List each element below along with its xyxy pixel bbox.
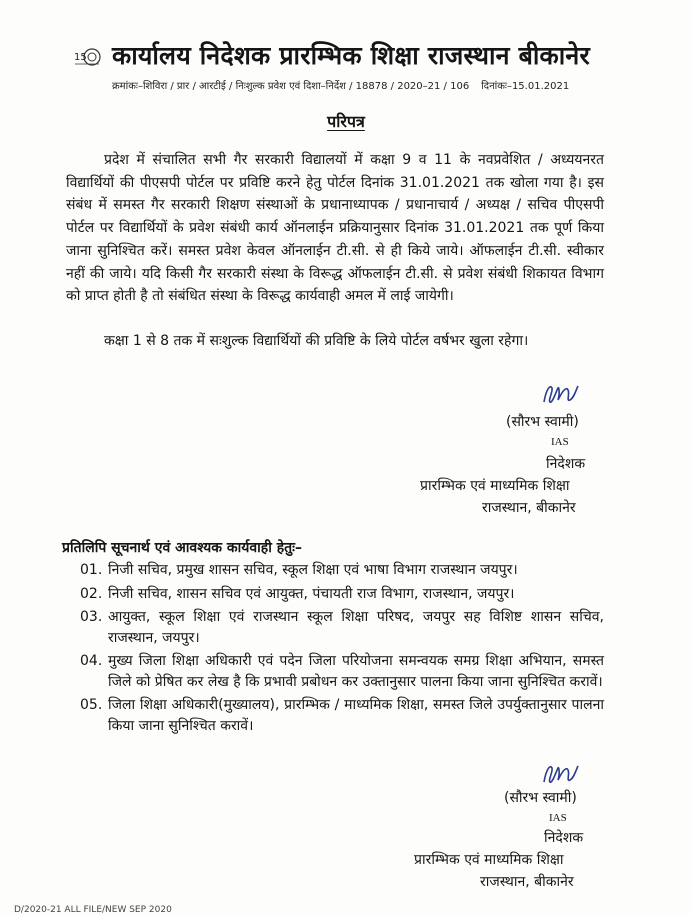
item-text: निजी सचिव, शासन सचिव एवं आयुक्त, पंचायती राज विभाग, राजस्थान, जयपुर। bbox=[108, 585, 515, 602]
svg-text:15: 15 bbox=[74, 52, 87, 63]
signatory-department: प्रारम्भिक एवं माध्यमिक शिक्षा bbox=[420, 478, 570, 494]
body-paragraph-2: कक्षा 1 से 8 तक में सःशुल्क विद्यार्थियों की प्रविष्टि के लिये पोर्टल वर्षभर खुला रहेगा। bbox=[104, 333, 529, 349]
signature-block-2 bbox=[414, 788, 666, 892]
reference-number: क्रमांकः–शिविरा / प्रार / आरटीई / निःशुल्क प्रवेश एवं दिशा–निर्देश / 18878 / 2020–21 / 106 bbox=[112, 81, 470, 92]
signatory-department: प्रारम्भिक एवं माध्यमिक शिक्षा bbox=[414, 852, 564, 868]
signatory-service: IAS bbox=[551, 436, 569, 448]
department-logo-icon bbox=[72, 44, 102, 70]
signatory-name: (सौरभ स्वामी) bbox=[506, 414, 579, 430]
copies-heading: प्रतिलिपि सूचनार्थ एवं आवश्यक कार्यवाही हेतुः– bbox=[62, 540, 302, 556]
file-reference-footer: D/2020-21 ALL FILE/NEW SEP 2020 bbox=[14, 905, 172, 915]
item-text: आयुक्त, स्कूल शिक्षा एवं राजस्थान स्कूल शिक्षा परिषद, जयपुर सह विशिष्ट शासन सचिव, राजस्थान, जयपुर। bbox=[108, 609, 604, 646]
item-number: 01. bbox=[80, 562, 103, 578]
circular-heading: परिपत्र bbox=[327, 112, 365, 131]
item-text: निजी सचिव, प्रमुख शासन सचिव, स्कूल शिक्षा एवं भाषा विभाग राजस्थान जयपुर। bbox=[108, 562, 518, 578]
list-item bbox=[80, 560, 604, 581]
office-title: कार्यालय निदेशक प्रारम्भिक शिक्षा राजस्थान बीकानेर bbox=[112, 41, 590, 70]
issue-date: दिनांकः–15.01.2021 bbox=[481, 81, 570, 92]
list-item bbox=[80, 607, 604, 648]
signatory-location: राजस्थान, बीकानेर bbox=[482, 500, 576, 516]
signatory-service: IAS bbox=[549, 812, 567, 824]
item-text: मुख्य जिला शिक्षा अधिकारी एवं पदेन जिला परियोजना समन्वयक समग्र शिक्षा अभियान, समस्त जिले को प्रेषित कर लेख है कि प्रभावी प्रबोधन कर उक्तानुसार पालना किया जाना सुनिश्चित करावें। bbox=[108, 653, 604, 690]
signature-block-1 bbox=[420, 412, 668, 516]
item-number: 04. bbox=[80, 653, 103, 669]
reference-line bbox=[112, 78, 569, 92]
signatory-designation: निदेशक bbox=[544, 830, 584, 846]
list-item bbox=[80, 695, 604, 736]
signature-mark-icon bbox=[540, 760, 580, 788]
copies-list bbox=[80, 560, 604, 739]
signatory-location: राजस्थान, बीकानेर bbox=[480, 874, 574, 890]
item-text: जिला शिक्षा अधिकारी(मुख्यालय), प्रारम्भिक / माध्यमिक शिक्षा, समस्त जिले उपर्युक्तानुसार पालना किया जाना सुनिश्चित करावें। bbox=[108, 697, 604, 734]
signatory-name: (सौरभ स्वामी) bbox=[504, 790, 577, 806]
body-paragraph-1: प्रदेश में संचालित सभी गैर सरकारी विद्यालयों में कक्षा 9 व 11 के नवप्रवेशित / अध्ययनरत विद्यार्थियों की पीएसपी पोर्टल पर प्रविष्टि करने हेतु पोर्टल दिनांक 31.01.2021 तक खोला गया है। इस संबंध में समस्त गैर सरकारी शिक्षण संस्थाओं के प्रधानाध्यापक / प्रधानाचार्य / अध्यक्ष / सचिव पीएसपी पोर्टल पर विद्यार्थियों के प्रवेश संबंधी कार्य ऑनलाईन प्रक्रियानुसार दिनांक 31.01.2021 तक पूर्ण किया जाना सुनिश्चित करें। समस्त प्रवेश केवल ऑनलाईन टी.सी. से ही किये जाये। ऑफलाईन टी.सी. स्वीकार नहीं की जाये। यदि किसी गैर सरकारी संस्था के विरूद्ध ऑफलाईन टी.सी. से प्रवेश संबंधी शिकायत विभाग को प्राप्त होती है तो संबंधित संस्था के विरूद्ध कार्यवाही अमल में लाई जायेगी। bbox=[66, 152, 604, 305]
signature-mark-icon bbox=[540, 380, 580, 408]
item-number: 03. bbox=[80, 609, 103, 625]
circular-heading-wrap bbox=[0, 110, 692, 132]
list-item bbox=[80, 651, 604, 692]
item-number: 05. bbox=[80, 697, 103, 713]
signatory-designation: निदेशक bbox=[546, 456, 586, 472]
item-number: 02. bbox=[80, 585, 103, 602]
list-item bbox=[80, 584, 604, 605]
